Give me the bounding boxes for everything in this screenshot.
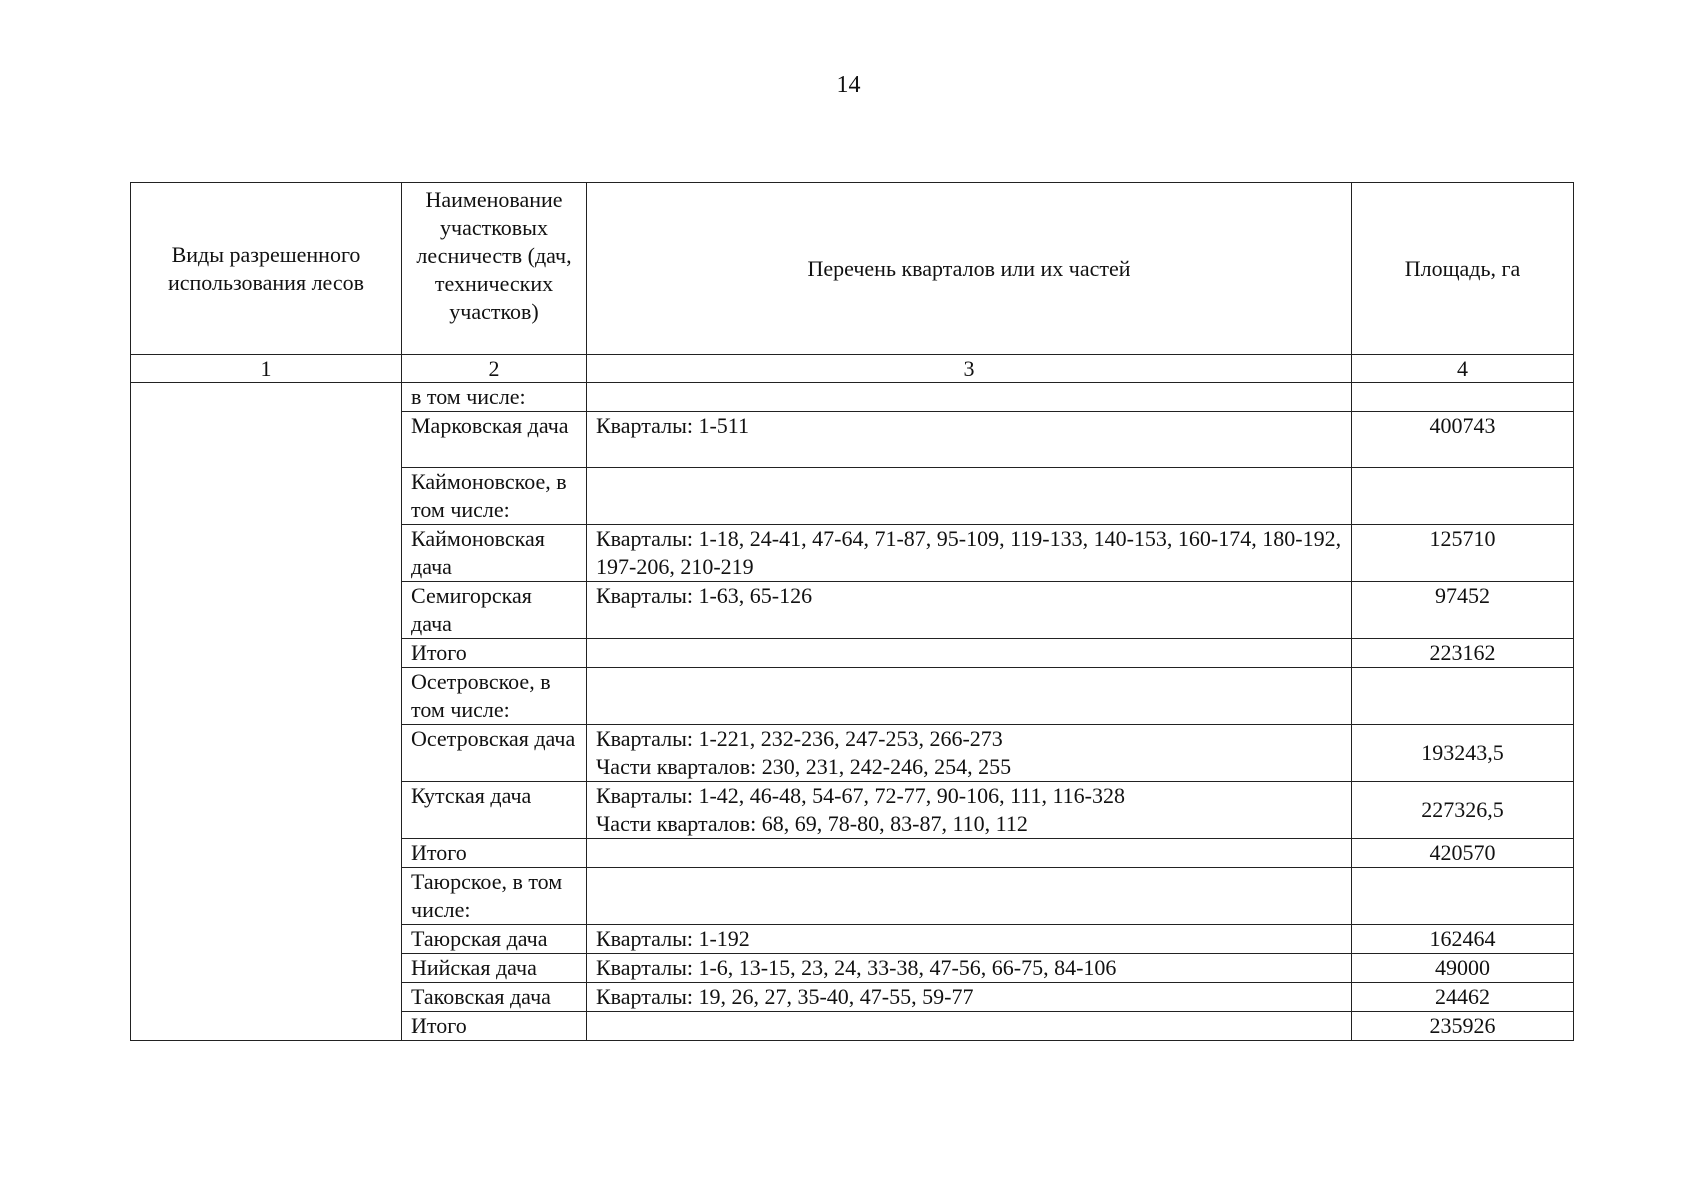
area-cell: 193243,5: [1352, 725, 1574, 782]
area-cell: 125710: [1352, 525, 1574, 582]
forestry-name: Каймоновское, в том числе:: [402, 468, 587, 525]
quarters-cell: [587, 668, 1352, 725]
area-cell: [1352, 468, 1574, 525]
area-cell: [1352, 868, 1574, 925]
table-header-row: [131, 183, 1574, 355]
quarters-cell: Кварталы: 1-18, 24-41, 47-64, 71-87, 95-109, 119-133, 140-153, 160-174, 180-192, 197-206, 210-219: [587, 525, 1352, 582]
header-use-types: Виды разрешенного использования лесов: [131, 183, 402, 355]
area-cell: [1352, 383, 1574, 412]
quarters-cell: [587, 639, 1352, 668]
quarters-cell: Кварталы: 1-6, 13-15, 23, 24, 33-38, 47-56, 66-75, 84-106: [587, 954, 1352, 983]
total-label: Итого: [402, 639, 587, 668]
forestry-name: Осетровская дача: [402, 725, 587, 782]
quarters-cell: [587, 468, 1352, 525]
quarters-cell: [587, 383, 1352, 412]
area-cell: 24462: [1352, 983, 1574, 1012]
quarters-cell: [587, 1012, 1352, 1041]
column-number: 3: [587, 355, 1352, 383]
area-cell: 49000: [1352, 954, 1574, 983]
quarters-cell: [587, 725, 1352, 782]
header-quarters-list: Перечень кварталов или их частей: [587, 183, 1352, 355]
forestry-name: Таюрская дача: [402, 925, 587, 954]
quarters-cell: [587, 868, 1352, 925]
quarter-parts-line: Части кварталов: 68, 69, 78-80, 83-87, 110, 112: [596, 811, 1028, 836]
quarters-line: Кварталы: 1-42, 46-48, 54-67, 72-77, 90-106, 111, 116-328: [596, 783, 1125, 808]
forestry-name: Марковская дача: [402, 412, 587, 468]
forestry-name: Таюрское, в том числе:: [402, 868, 587, 925]
total-label: Итого: [402, 1012, 587, 1041]
quarters-line: Кварталы: 1-221, 232-236, 247-253, 266-273: [596, 726, 1003, 751]
area-cell: 162464: [1352, 925, 1574, 954]
quarters-cell: Кварталы: 1-511: [587, 412, 1352, 468]
total-area: 420570: [1352, 839, 1574, 868]
column-number: 4: [1352, 355, 1574, 383]
page-number: 14: [836, 72, 861, 98]
total-area: 235926: [1352, 1012, 1574, 1041]
quarter-parts-line: Части кварталов: 230, 231, 242-246, 254, 255: [596, 754, 1012, 779]
forestry-name: Осетровское, в том числе:: [402, 668, 587, 725]
table-row: [131, 383, 1574, 412]
quarters-cell: [587, 839, 1352, 868]
forest-use-table: [130, 182, 1574, 1041]
column-numbers-row: [131, 355, 1574, 383]
forestry-name: Нийская дача: [402, 954, 587, 983]
column-number: 1: [131, 355, 402, 383]
header-forestry-name: Наименование участковых лесничеств (дач, технических участков): [402, 183, 587, 355]
total-label: Итого: [402, 839, 587, 868]
forestry-name: Таковская дача: [402, 983, 587, 1012]
column-number: 2: [402, 355, 587, 383]
total-area: 223162: [1352, 639, 1574, 668]
forestry-name: Каймоновская дача: [402, 525, 587, 582]
area-cell: 97452: [1352, 582, 1574, 639]
area-cell: 227326,5: [1352, 782, 1574, 839]
area-cell: 400743: [1352, 412, 1574, 468]
area-cell: [1352, 668, 1574, 725]
use-type-cell: [131, 383, 402, 1041]
quarters-cell: Кварталы: 1-192: [587, 925, 1352, 954]
forestry-name: в том числе:: [402, 383, 587, 412]
quarters-cell: Кварталы: 1-63, 65-126: [587, 582, 1352, 639]
forestry-name: Семигорская дача: [402, 582, 587, 639]
quarters-cell: Кварталы: 19, 26, 27, 35-40, 47-55, 59-77: [587, 983, 1352, 1012]
header-area: Площадь, га: [1352, 183, 1574, 355]
quarters-cell: [587, 782, 1352, 839]
forestry-name: Кутская дача: [402, 782, 587, 839]
